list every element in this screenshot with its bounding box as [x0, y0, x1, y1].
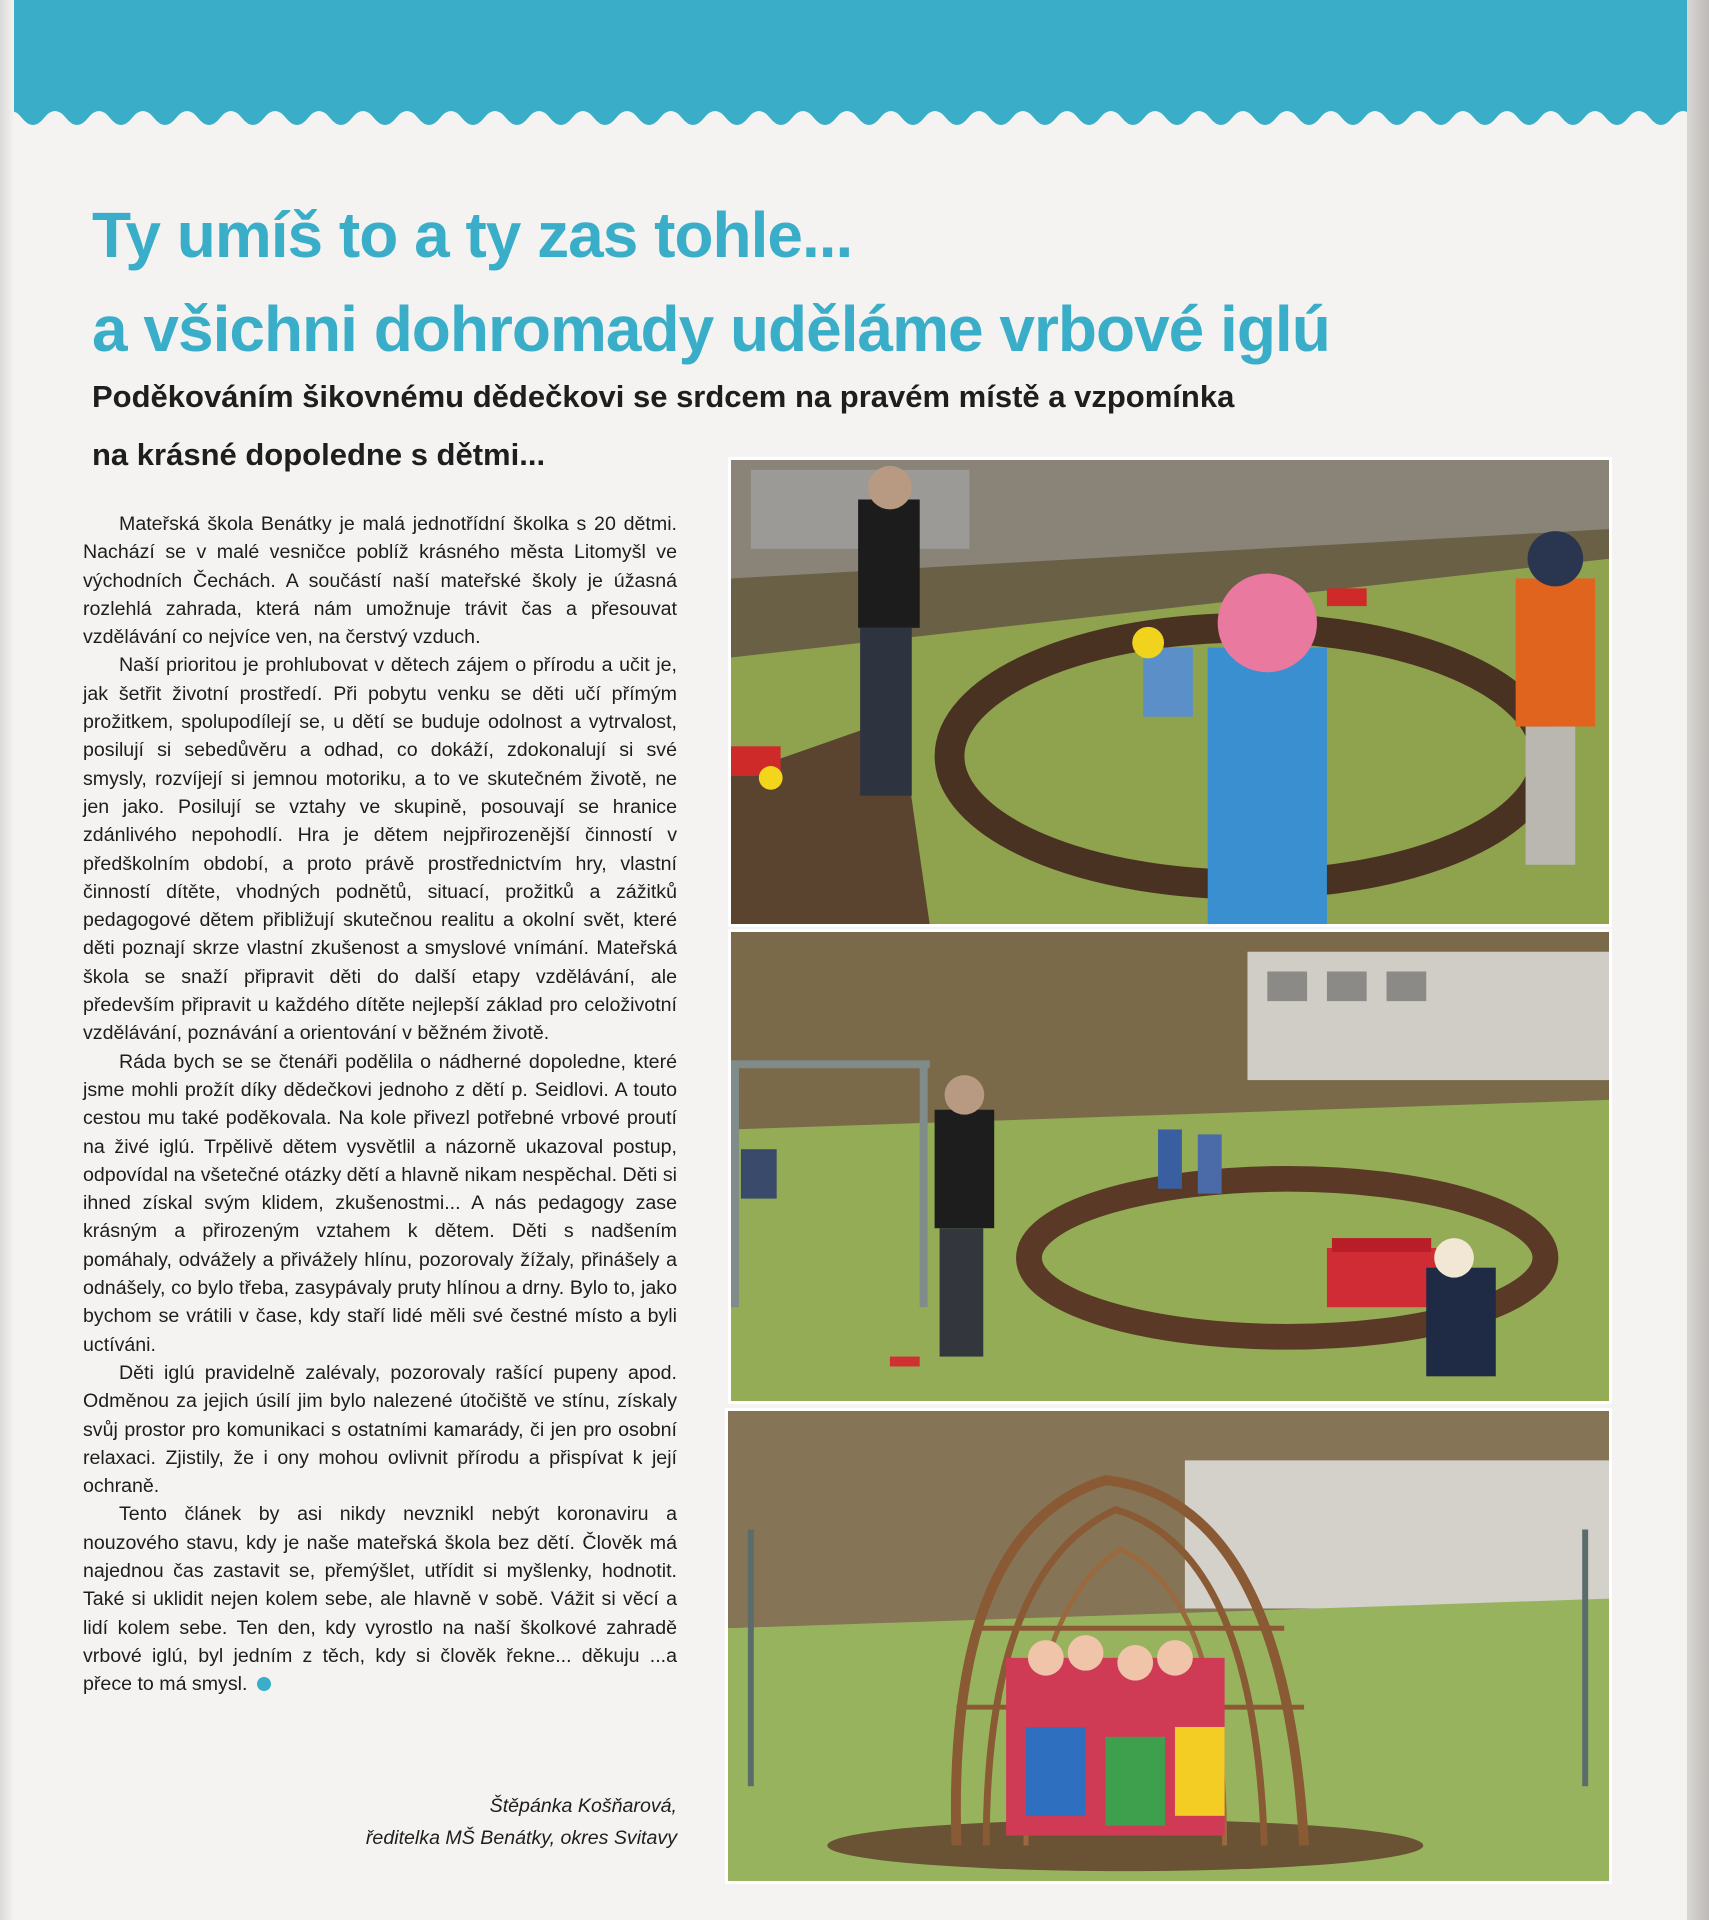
- subtitle-line-2: na krásné dopoledne s dětmi...: [92, 437, 546, 472]
- end-mark-dot-icon: [257, 1677, 271, 1691]
- photo-digging-circle: [728, 457, 1612, 927]
- photo-planting-rods-image: [731, 932, 1609, 1401]
- paragraph-4: Děti iglú pravidelně zalévaly, pozorovaly rašící pupeny apod. Odměnou za jejich úsilí jim bylo nalezené útočiště ve stínu, získaly svůj prostor pro komunikaci s ostatními kamarády, či jen pro osobní relaxaci. Zjistily, že i ony mohou ovlivnit přírodu a přispívat k její ochraně.: [83, 1361, 677, 1498]
- paragraph-2: Naší prioritou je prohlubovat v dětech zájem o přírodu a učit je, jak šetřit životní prostředí. Při pobytu venku se děti učí přímým prožitkem, spolupodílejí se, u dětí se buduje odolnost a vytrvalost, posilují si sebedůvěru a odhad, co dokáží, zdokonalují si své smysly, rozvíjejí si jemnou motoriku, a to ve skutečném životě, ne jen jako. Posilují se vztahy ve skupině, posouvají se hranice zdánlivého nepohodlí. Hra je dětem nejpřirozenější činností v předškolním období, a proto právě prostřednictvím hry, vlastní činností dítěte, vhodných podnětů, situací, prožitků a zážitků pedagogové dětem přibližují skutečnou realitu a okolní svět, které děti poznají skrze vlastní zkušenost a smyslové vnímání. Mateřská škola se snaží připravit děti do další etapy vzdělávání, ale především připravit u každého dítěte nejlepší základ pro celoživotní vzdělávání, poznávání a orientování v běžném životě.: [83, 654, 677, 1045]
- page-right-shadow: [1687, 0, 1709, 1920]
- photo-willow-igloo-image: [728, 1411, 1609, 1881]
- title-line-2: a všichni dohromady uděláme vrbové iglú: [92, 293, 1330, 365]
- title-line-1: Ty umíš to a ty zas tohle...: [92, 199, 853, 271]
- photo-digging-circle-image: [731, 460, 1609, 924]
- author-role: ředitelka MŠ Benátky, okres Svitavy: [365, 1827, 677, 1849]
- photo-willow-igloo: [725, 1408, 1612, 1884]
- top-wave-band: [0, 0, 1709, 140]
- paragraph-5: [83, 1500, 677, 1698]
- paragraph-5-text: Tento článek by asi nikdy nevznikl nebýt koronaviru a nouzového stavu, kdy je naše mateřská škola bez dětí. Člověk má najednou čas zastavit se, přemýšlet, utřídit si myšlenky, hodnotit. Také si uklidit nejen kolem sebe, ale hlavně v sobě. Vážit si věcí a lidí kolem sebe. Ten den, kdy vyrostlo na naší školkové zahradě vrbové iglú, byl jedním z těch, kdy si člověk řekne... děkuju ...a přece to má smysl.: [83, 1503, 677, 1696]
- subtitle-line-1: Poděkováním šikovnému dědečkovi se srdcem na pravém místě a vzpomínka: [92, 379, 1235, 414]
- author-name: Štěpánka Košňarová,: [489, 1795, 677, 1817]
- photo-planting-rods: [728, 929, 1612, 1404]
- paragraph-3: Ráda bych se se čtenáři podělila o nádherné dopoledne, které jsme mohli prožít díky dědečkovi jednoho z dětí p. Seidlovi. A touto cestou mu také poděkovala. Na kole přivezl potřebné vrbové proutí na živé iglú. Trpělivě dětem vysvětlil a názorně ukazoval postup, odpovídal na všetečné otázky dětí a hlavně nikam nespěchal. Děti si ihned získal svým klidem, zkušenostmi... A nás pedagogy zase krásným a přirozeným vztahem k dětem. Děti s nadšením pomáhaly, odvážely a přivážely hlínu, pozorovaly žížaly, přinášely a odnášely, co bylo třeba, zasypávaly pruty hlínou a drny. Bylo to, jako bychom se vrátili v čase, kdy staří lidé měli své čestné místo a byli uctíváni.: [83, 1050, 677, 1356]
- paragraph-1: Mateřská škola Benátky je malá jednotřídní školka s 20 dětmi. Nachází se v malé vesničce poblíž krásného města Litomyšl ve východních Čechách. A součástí naší mateřské školy je úžasná rozlehlá zahrada, která nám umožnuje trávit čas a přesouvat vzdělávání co nejvíce ven, na čerstvý vzduch.: [83, 513, 677, 649]
- page-left-shadow: [0, 0, 14, 1920]
- article-title: [92, 188, 1392, 376]
- article-body: [83, 510, 677, 1698]
- author-signature: [260, 1790, 677, 1854]
